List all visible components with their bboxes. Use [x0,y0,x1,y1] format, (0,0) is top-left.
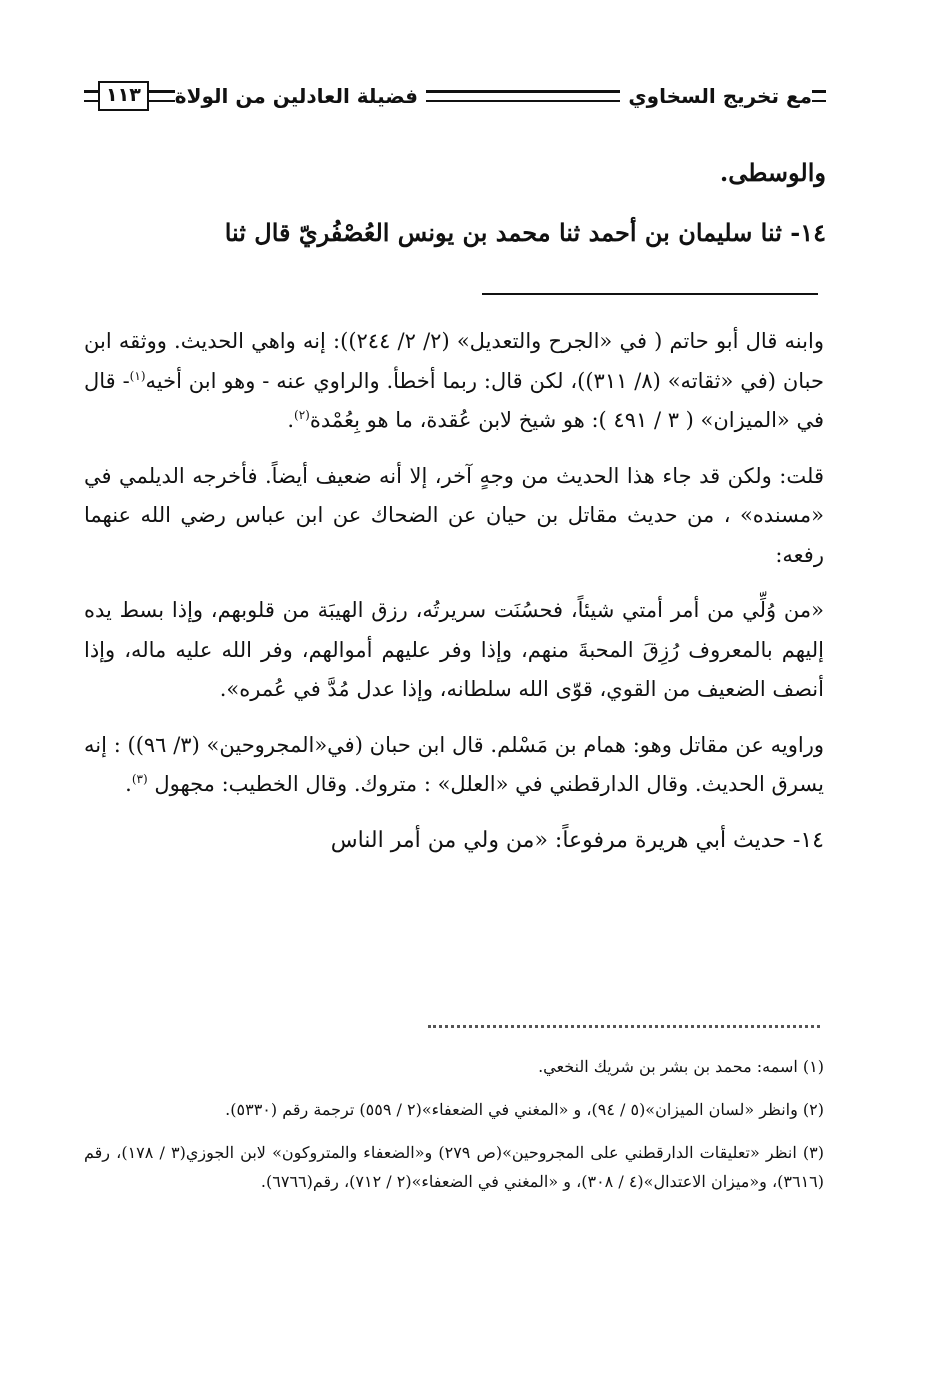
header-subtitle: مع تخريج السخاوي [628,84,812,108]
footnote-separator [428,1025,820,1028]
footnote-2: (٢) وانظر «لسان الميزان»(٥ / ٩٤)، و «المغني في الضعفاء»(٢ / ٥٥٩) ترجمة رقم (٥٣٣٠). [225,1100,824,1119]
running-header [84,72,826,120]
hadith-14-heading: ١٤- ثنا سليمان بن أحمد ثنا محمد بن يونس العُصْفُريّ قال ثنا [224,218,826,247]
commentary-p1-end: . [287,408,295,432]
section-separator [482,293,818,295]
commentary-p1-text: وابنه قال أبو حاتم ( في «الجرح والتعديل» (٢/ ٢/ ٢٤٤)): إنه واهي الحديث. ووثقه ابن حبان (في «ثقاته» (٨/ ٣١١))، لكن قال: ربما أخطأ. والراوي عنه - وهو ابن أخيه [84,329,824,393]
footnote-ref-2: (٢) [294,408,310,422]
commentary-paragraph-1 [84,322,824,441]
footnote-ref-3: (٣) [131,772,148,786]
header-rule [426,90,620,102]
commentary [84,322,824,860]
commentary-paragraph-4 [84,726,824,805]
commentary-paragraph-5: ١٤- حديث أبي هريرة مرفوعاً: «من ولي من أمر الناس [330,827,824,853]
commentary-p1-text-b: - قال في «الميزان» ( ٣ / ٤٩١ ): هو شيخ لابن عُقدة، ما هو بِعُمْدة [84,368,824,432]
main-text [86,150,826,258]
header-rule-short [149,90,175,102]
page-number: ١١٣ [98,81,149,112]
footnote-1: (١) اسمه: محمد بن بشر بن شريك النخعي. [538,1057,824,1076]
hadith-quote: «من وُلِّي من أمر أمتي شيئاً، فحسُنَت سريرتُه، رزق الهيبَة من قلوبهم، وإذا بسط يده إليهم بالمعروف رُزِقَ المحبةَ منهم، وإذا وفر عليهم أموالهم، وفر الله عليه ماله، وإذا أنصف الضعيف من القوي، قوّى الله سلطانه، وإذا عدل مُدَّ في عُمره». [84,598,824,701]
footnotes [84,1052,824,1210]
header-ornament-rule [812,90,826,102]
footnote-3: (٣) انظر «تعليقات الدارقطني على المجروحين»(ص ٢٧٩) و«الضعفاء والمتروكون» لابن الجوزي(٣ / ١٧٨)، رقم (٣٦١٦)، و«ميزان الاعتدال»(٤ / ٣٠٨)، و «المغني في الضعفاء»(٢ / ٧١٢)، رقم(٦٧٦٦). [84,1143,825,1191]
commentary-p4-text: وراويه عن مقاتل وهو: همام بن مَسْلم. قال ابن حبان (في«المجروحين» (٣/ ٩٦)) : إنه يسرق الحديث. وقال الدارقطني في «العلل» : متروك. وقال الخطيب: مجهول [84,732,824,796]
header-ornament-rule-end [84,90,98,102]
continuation-line: والوسطى. [719,158,826,187]
footnote-ref-1: (١) [129,368,146,383]
commentary-paragraph-2: قلت: ولكن قد جاء هذا الحديث من وجهٍ آخر، إلا أنه ضعيف أيضاً. فأخرجه الديلمي في «مسنده» ، من حديث مقاتل بن حيان عن الضحاك عن ابن عباس رضي الله عنهما رفعه: [84,463,824,567]
commentary-p4-end: . [125,772,132,796]
header-book-title: فضيلة العادلين من الولاة [174,84,419,108]
